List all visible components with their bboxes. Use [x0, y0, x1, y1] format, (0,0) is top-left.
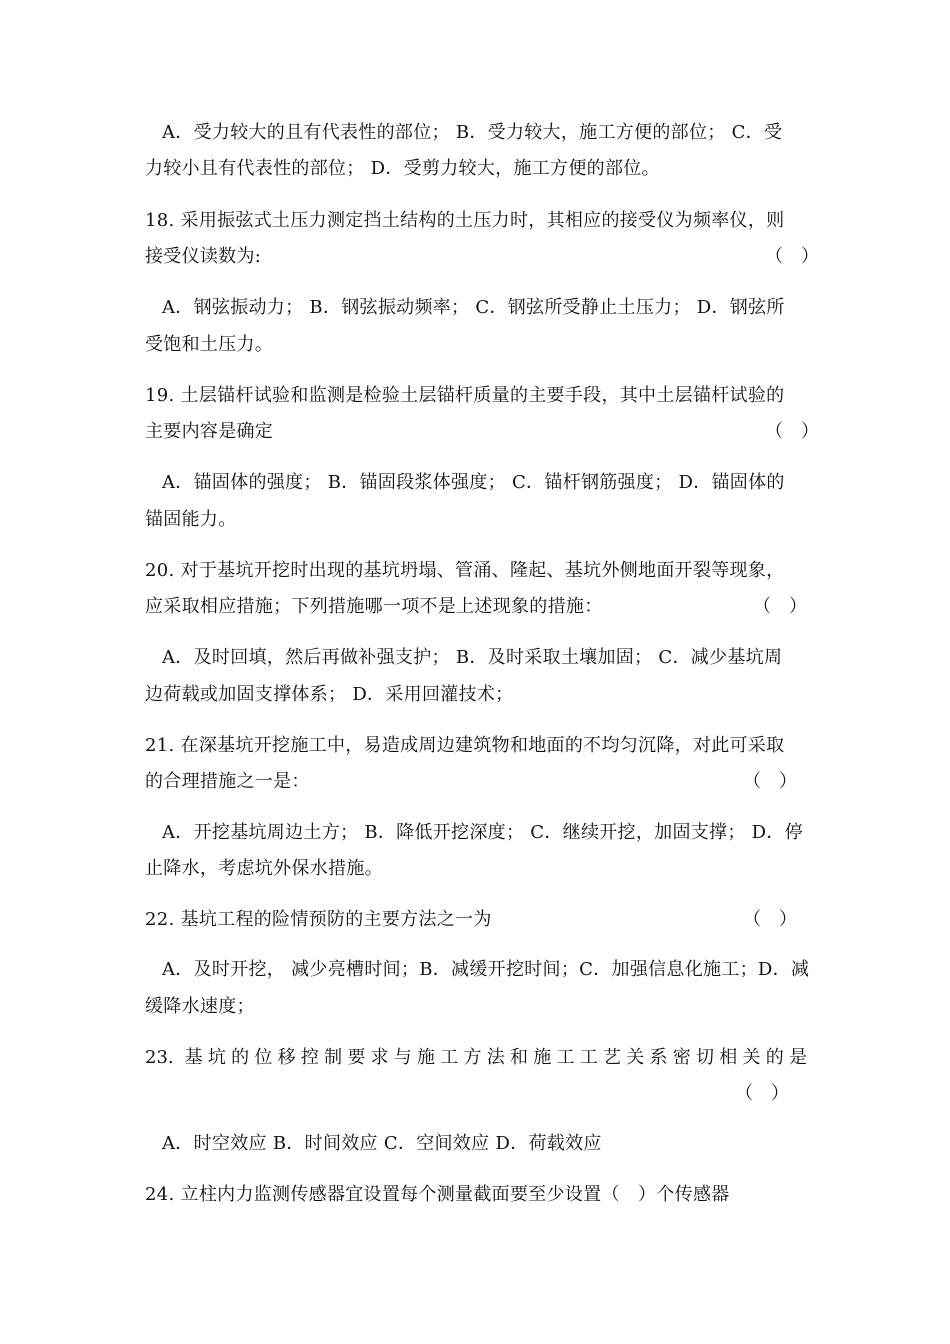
- q22-answer-blank: （ ）: [743, 909, 797, 930]
- q19-options-line2: 锚固能力。: [145, 509, 237, 530]
- q20-question-line1: 20. 对于基坑开挖时出现的基坑坍塌、管涌、隆起、基坑外侧地面开裂等现象，: [145, 560, 785, 581]
- q22-options-line2: 缓降水速度；: [145, 996, 255, 1017]
- q21-options-line1: A．开挖基坑周边土方； B．降低开挖深度； C．继续开挖，加固支撑； D．停: [162, 822, 803, 843]
- q18-question-line1: 18. 采用振弦式土压力测定挡土结构的土压力时，其相应的接受仪为频率仪，则: [145, 210, 785, 231]
- q19-answer-blank: （ ）: [765, 421, 819, 442]
- q19-question-line2: 主要内容是确定: [145, 421, 274, 442]
- q17-options-line1: A．受力较大的且有代表性的部位； B．受力较大，施工方便的部位； C．受: [162, 122, 783, 143]
- q22-options-line1: A．及时开挖， 减少亮槽时间；B．减缓开挖时间；C．加强信息化施工；D．减: [162, 959, 810, 980]
- q18-options-line1: A．钢弦振动力； B．钢弦振动频率； C．钢弦所受静止土压力； D．钢弦所: [162, 297, 785, 318]
- q20-question-line2: 应采取相应措施；下列措施哪一项不是上述现象的措施：: [145, 596, 603, 617]
- q21-options-line2: 止降水，考虑坑外保水措施。: [145, 858, 383, 879]
- q23-options-line1: A．时空效应 B．时间效应 C．空间效应 D．荷载效应: [162, 1133, 602, 1154]
- q23-answer-blank: （ ）: [735, 1083, 789, 1104]
- q18-options-line2: 受饱和土压力。: [145, 334, 274, 355]
- q20-answer-blank: （ ）: [753, 596, 807, 617]
- q18-answer-blank: （ ）: [765, 246, 819, 267]
- q21-question-line2: 的合理措施之一是：: [145, 771, 310, 792]
- q20-options-line1: A．及时回填，然后再做补强支护； B．及时采取土壤加固； C．减少基坑周: [162, 647, 783, 668]
- q22-question-line1: 22. 基坑工程的险情预防的主要方法之一为: [145, 909, 492, 930]
- q19-question-line1: 19. 土层锚杆试验和监测是检验土层锚杆质量的主要手段，其中土层锚杆试验的: [145, 385, 785, 406]
- q23-question-line1: 23. 基坑的位移控制要求与施工方法和施工工艺关系密切相关的是: [145, 1047, 807, 1068]
- q21-answer-blank: （ ）: [743, 771, 797, 792]
- q24-question-line1: 24. 立柱内力监测传感器宜设置每个测量截面要至少设置（ ）个传感器: [145, 1184, 730, 1205]
- q19-options-line1: A．锚固体的强度； B．锚固段浆体强度； C．锚杆钢筋强度； D．锚固体的: [162, 472, 785, 493]
- q20-options-line2: 边荷载或加固支撑体系； D．采用回灌技术；: [145, 684, 514, 705]
- q18-question-line2: 接受仪读数为:: [145, 246, 262, 267]
- q17-options-line2: 力较小且有代表性的部位； D．受剪力较大，施工方便的部位。: [145, 158, 660, 179]
- q21-question-line1: 21. 在深基坑开挖施工中，易造成周边建筑物和地面的不均匀沉降，对此可采取: [145, 735, 785, 756]
